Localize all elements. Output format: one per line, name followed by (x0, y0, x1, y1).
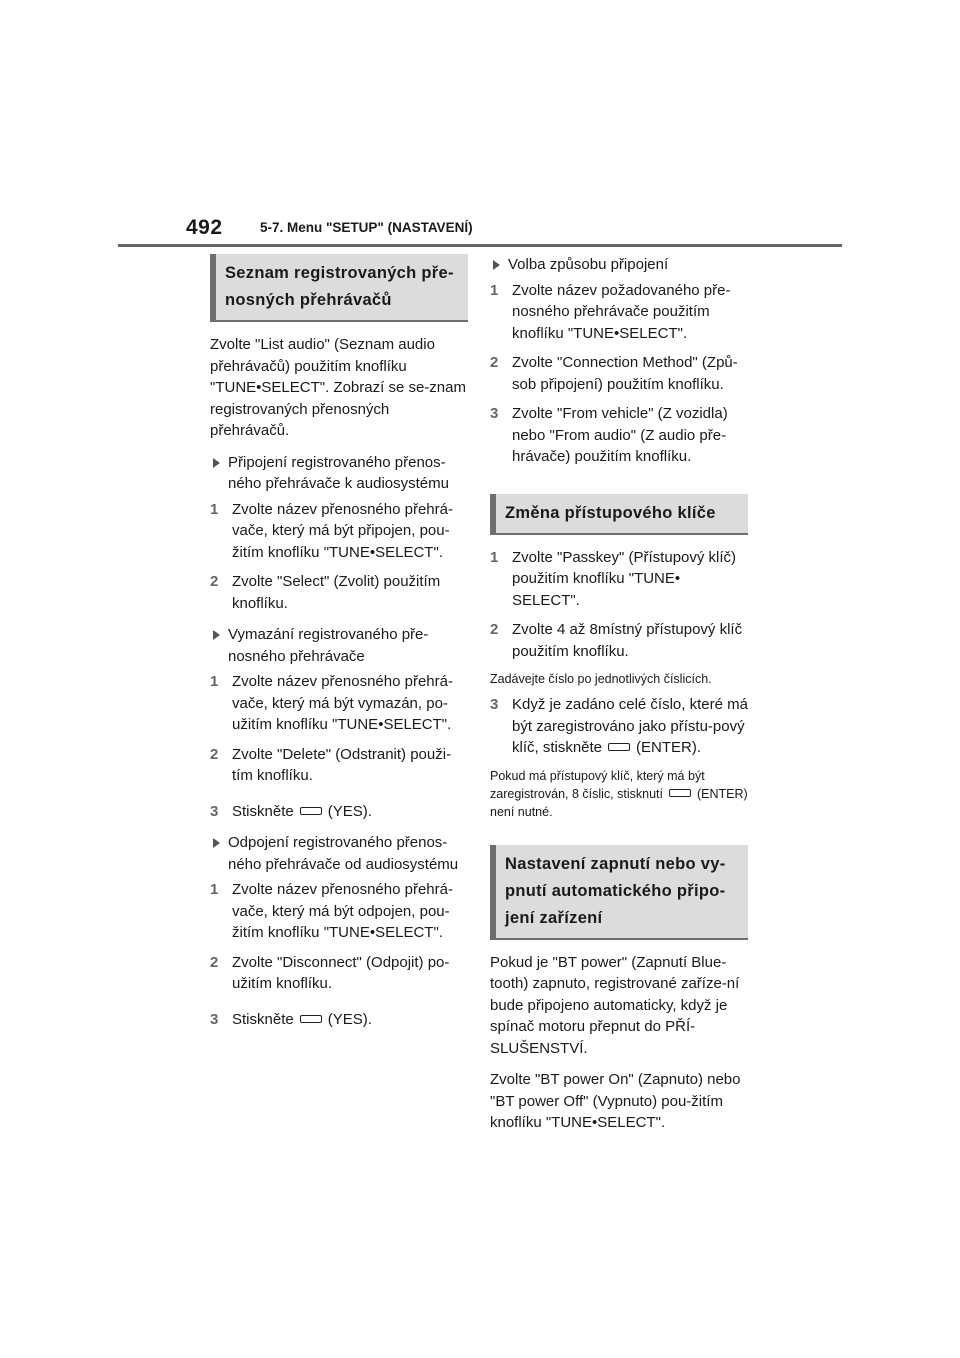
step-text: Zvolte název přenosného přehrá-vače, který má být vymazán, po-užitím knoflíku "TUNE•SELECT". (232, 673, 453, 733)
left-column (210, 254, 468, 1038)
step-text: Zvolte "Passkey" (Přístupový klíč) použitím knoflíku "TUNE• SELECT". (512, 548, 737, 609)
step-text: Stiskněte (232, 802, 294, 820)
step (210, 499, 468, 564)
subsection-title: Volba způsobu připojení (508, 256, 669, 273)
step (210, 801, 468, 823)
page-number: 492 (186, 216, 223, 239)
step (490, 403, 748, 468)
step (210, 744, 468, 787)
triangle-bullet-icon (213, 630, 220, 640)
heading-auto-connect: Nastavení zapnutí nebo vy-pnutí automatického připo-jení zařízení (490, 845, 748, 940)
heading-registered-players: Seznam registrovaných pře-nosných přehrávačů (210, 254, 468, 322)
button-icon (669, 789, 691, 797)
step (210, 879, 468, 944)
step-text: Zvolte "Delete" (Odstranit) použi-tím knoflíku. (232, 745, 452, 784)
header-rule (118, 244, 842, 247)
note (490, 767, 748, 821)
subsection-title: Připojení registrovaného přenos-ného přehrávače k audiosystému (228, 453, 449, 492)
note-text: (ENTER) není nutné. (490, 786, 748, 819)
step (210, 952, 468, 995)
intro-paragraph: Zvolte "List audio" (Seznam audio přehrávačů) použitím knoflíku "TUNE•SELECT". Zobrazí se se-znam registrovaných přenosných přehrávačů. (210, 336, 466, 439)
step-number: 2 (210, 745, 219, 763)
step-number: 2 (490, 354, 499, 371)
step-text: Zvolte "From vehicle" (Z vozidla) nebo "From audio" (Z audio pře-hrávače) použitím knoflíku. (512, 405, 728, 465)
step-number: 1 (210, 500, 219, 518)
step-number: 1 (490, 548, 499, 566)
step-number: 3 (490, 405, 499, 422)
right-column (490, 254, 748, 1144)
step-number: 2 (490, 621, 499, 638)
step-text: (YES). (327, 802, 372, 820)
step-number: 3 (210, 1010, 219, 1028)
step (210, 571, 468, 614)
paragraph: Zvolte "BT power On" (Zapnuto) nebo "BT power Off" (Vypnuto) pou-žitím knoflíku "TUNE•SELECT". (490, 1071, 741, 1131)
button-icon (300, 1015, 322, 1023)
subsection-disconnect (210, 832, 468, 875)
step-number: 2 (210, 953, 219, 971)
step-text: Zvolte 4 až 8místný přístupový klíč použitím knoflíku. (512, 621, 743, 660)
subsection-delete (210, 624, 468, 667)
step-text: Zvolte "Select" (Zvolit) použitím knoflíku. (232, 573, 441, 612)
step-text: Když je zadáno celé číslo, které má být zaregistrováno jako přístu-pový klíč, stiskněte (512, 696, 748, 756)
step-number: 3 (490, 696, 499, 713)
step (210, 1009, 468, 1031)
button-icon (300, 807, 322, 815)
step (490, 280, 748, 345)
step-number: 3 (210, 802, 219, 820)
step-text: Zvolte název přenosného přehrá-vače, který má být odpojen, pou-žitím knoflíku "TUNE•SELECT". (232, 881, 453, 941)
note-text: Pokud má přístupový klíč, který má být zaregistrován, 8 číslic, stisknutí (490, 768, 705, 801)
subsection-connection-method (490, 254, 748, 276)
step (210, 671, 468, 736)
note: Zadávejte číslo po jednotlivých číslicích. (490, 672, 712, 686)
triangle-bullet-icon (493, 260, 500, 270)
step-text: Zvolte název přenosného přehrá-vače, který má být připojen, pou-žitím knoflíku "TUNE•SELECT". (232, 500, 453, 561)
step-text: Zvolte název požadovaného pře-nosného přehrávače použitím knoflíku "TUNE•SELECT". (512, 281, 731, 342)
paragraph: Pokud je "BT power" (Zapnutí Blue-tooth) zapnuto, registrované zaříze-ní bude připojeno automaticky, když je spínač motoru přepnut do PŘÍ-SLUŠENSTVÍ. (490, 953, 740, 1057)
step (490, 547, 748, 612)
step-text: (YES). (327, 1010, 372, 1028)
step-number: 1 (210, 673, 219, 690)
heading-change-passkey: Změna přístupového klíče (490, 494, 748, 535)
step (490, 352, 748, 395)
step-number: 1 (210, 881, 219, 898)
step-text: Stiskněte (232, 1010, 294, 1028)
step-text: Zvolte "Disconnect" (Odpojit) po-užitím knoflíku. (232, 953, 450, 992)
step (490, 694, 748, 759)
subsection-title: Odpojení registrovaného přenos-ného přehrávače od audiosystému (228, 834, 459, 873)
subsection-connect (210, 452, 468, 495)
subsection-title: Vymazání registrovaného pře-nosného přehrávače (228, 626, 429, 665)
step (490, 619, 748, 662)
triangle-bullet-icon (213, 838, 220, 848)
step-number: 1 (490, 281, 499, 299)
button-icon (608, 743, 630, 751)
step-text: Zvolte "Connection Method" (Způ-sob připojení) použitím knoflíku. (512, 354, 738, 393)
step-text: (ENTER). (636, 739, 702, 756)
triangle-bullet-icon (213, 458, 220, 468)
step-number: 2 (210, 573, 219, 590)
section-title: 5-7. Menu "SETUP" (NASTAVENÍ) (260, 220, 473, 235)
